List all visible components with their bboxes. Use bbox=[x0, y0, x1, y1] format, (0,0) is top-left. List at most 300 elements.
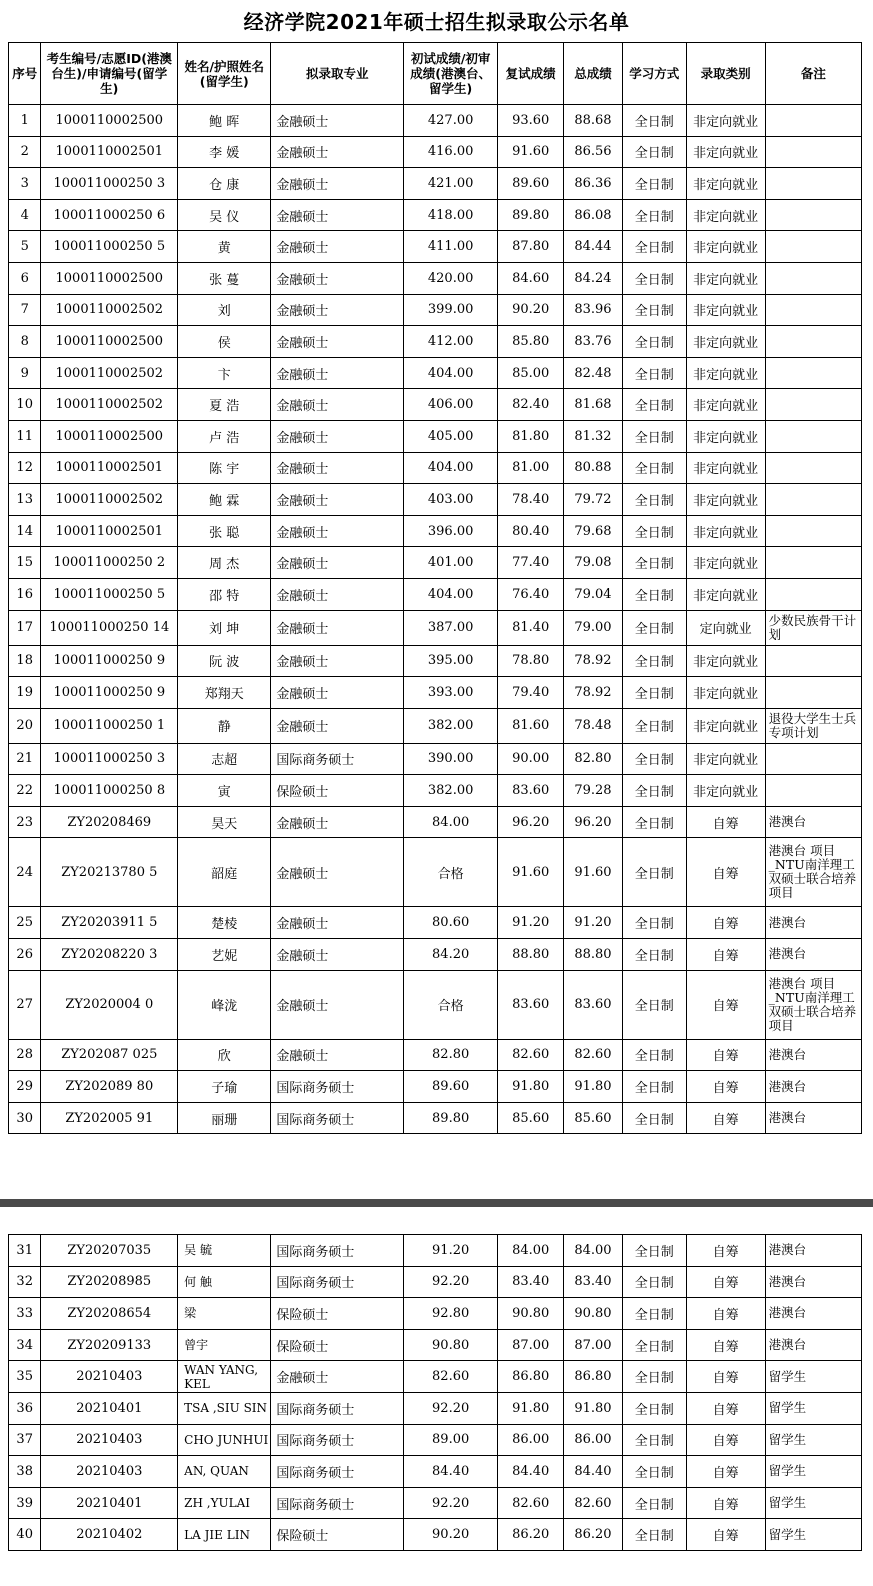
candidate-id-cell: 100011000250 6 bbox=[41, 199, 178, 231]
admission-type-cell: 自筹 bbox=[686, 1456, 765, 1488]
study-mode-cell: 全日制 bbox=[622, 708, 686, 743]
table-row bbox=[9, 1392, 862, 1424]
retest-score-cell: 76.40 bbox=[498, 578, 564, 610]
major-cell: 国际商务硕士 bbox=[271, 1424, 404, 1456]
seq-cell: 12 bbox=[9, 452, 41, 484]
retest-score-cell: 85.00 bbox=[498, 357, 564, 389]
seq-cell: 7 bbox=[9, 294, 41, 326]
header-cell: 备注 bbox=[765, 43, 861, 105]
admission-type-cell: 自筹 bbox=[686, 1071, 765, 1103]
seq-cell: 10 bbox=[9, 389, 41, 421]
admission-type-cell: 非定向就业 bbox=[686, 547, 765, 579]
name-cell: 曾宇 bbox=[178, 1329, 271, 1361]
table-row bbox=[9, 1102, 862, 1134]
total-score-cell: 82.60 bbox=[564, 1487, 623, 1519]
retest-score-cell: 83.60 bbox=[498, 970, 564, 1039]
name-cell: 卢 浩 bbox=[178, 420, 271, 452]
table-row bbox=[9, 1456, 862, 1488]
remark-cell bbox=[765, 677, 861, 709]
major-cell: 国际商务硕士 bbox=[271, 1235, 404, 1267]
seq-cell: 21 bbox=[9, 743, 41, 775]
total-score-cell: 91.20 bbox=[564, 907, 623, 939]
remark-cell bbox=[765, 389, 861, 421]
page-1 bbox=[0, 42, 873, 1199]
remark-cell: 港澳台 bbox=[765, 1329, 861, 1361]
candidate-id-cell: 1000110002501 bbox=[41, 452, 178, 484]
name-cell: 郑翔天 bbox=[178, 677, 271, 709]
seq-cell: 22 bbox=[9, 775, 41, 807]
study-mode-cell: 全日制 bbox=[622, 610, 686, 645]
initial-score-cell: 89.80 bbox=[404, 1102, 498, 1134]
retest-score-cell: 78.40 bbox=[498, 484, 564, 516]
table-row bbox=[9, 939, 862, 971]
admission-type-cell: 自筹 bbox=[686, 1329, 765, 1361]
retest-score-cell: 86.20 bbox=[498, 1519, 564, 1551]
total-score-cell: 83.60 bbox=[564, 970, 623, 1039]
admission-type-cell: 非定向就业 bbox=[686, 326, 765, 358]
study-mode-cell: 全日制 bbox=[622, 1487, 686, 1519]
major-cell: 金融硕士 bbox=[271, 389, 404, 421]
total-score-cell: 83.40 bbox=[564, 1266, 623, 1298]
total-score-cell: 91.60 bbox=[564, 838, 623, 907]
table-row bbox=[9, 1298, 862, 1330]
study-mode-cell: 全日制 bbox=[622, 838, 686, 907]
major-cell: 金融硕士 bbox=[271, 838, 404, 907]
major-cell: 金融硕士 bbox=[271, 907, 404, 939]
initial-score-cell: 404.00 bbox=[404, 357, 498, 389]
total-score-cell: 86.08 bbox=[564, 199, 623, 231]
major-cell: 金融硕士 bbox=[271, 1361, 404, 1393]
seq-cell: 20 bbox=[9, 708, 41, 743]
study-mode-cell: 全日制 bbox=[622, 1519, 686, 1551]
remark-cell bbox=[765, 294, 861, 326]
name-cell: 梁 bbox=[178, 1298, 271, 1330]
total-score-cell: 84.24 bbox=[564, 262, 623, 294]
seq-cell: 32 bbox=[9, 1266, 41, 1298]
total-score-cell: 83.96 bbox=[564, 294, 623, 326]
study-mode-cell: 全日制 bbox=[622, 1266, 686, 1298]
retest-score-cell: 91.80 bbox=[498, 1392, 564, 1424]
total-score-cell: 96.20 bbox=[564, 806, 623, 838]
study-mode-cell: 全日制 bbox=[622, 262, 686, 294]
total-score-cell: 86.36 bbox=[564, 168, 623, 200]
name-cell: 刘 坤 bbox=[178, 610, 271, 645]
retest-score-cell: 80.40 bbox=[498, 515, 564, 547]
candidate-id-cell: ZY202005 91 bbox=[41, 1102, 178, 1134]
name-cell: 丽珊 bbox=[178, 1102, 271, 1134]
table-row bbox=[9, 199, 862, 231]
retest-score-cell: 79.40 bbox=[498, 677, 564, 709]
initial-score-cell: 396.00 bbox=[404, 515, 498, 547]
major-cell: 金融硕士 bbox=[271, 708, 404, 743]
total-score-cell: 86.00 bbox=[564, 1424, 623, 1456]
candidate-id-cell: ZY202087 025 bbox=[41, 1039, 178, 1071]
total-score-cell: 78.92 bbox=[564, 645, 623, 677]
remark-cell bbox=[765, 357, 861, 389]
candidate-id-cell: 100011000250 3 bbox=[41, 743, 178, 775]
admission-type-cell: 自筹 bbox=[686, 1519, 765, 1551]
admission-type-cell: 自筹 bbox=[686, 806, 765, 838]
candidate-id-cell: 100011000250 3 bbox=[41, 168, 178, 200]
admission-type-cell: 自筹 bbox=[686, 1235, 765, 1267]
name-cell: 静 bbox=[178, 708, 271, 743]
header-cell: 初试成绩/初审成绩(港澳台、留学生) bbox=[404, 43, 498, 105]
retest-score-cell: 96.20 bbox=[498, 806, 564, 838]
header-row bbox=[9, 43, 862, 105]
candidate-id-cell: 20210403 bbox=[41, 1361, 178, 1393]
initial-score-cell: 84.20 bbox=[404, 939, 498, 971]
seq-cell: 28 bbox=[9, 1039, 41, 1071]
initial-score-cell: 82.60 bbox=[404, 1361, 498, 1393]
admission-type-cell: 自筹 bbox=[686, 1361, 765, 1393]
candidate-id-cell: 1000110002502 bbox=[41, 294, 178, 326]
remark-cell: 留学生 bbox=[765, 1361, 861, 1393]
retest-score-cell: 81.80 bbox=[498, 420, 564, 452]
major-cell: 金融硕士 bbox=[271, 645, 404, 677]
retest-score-cell: 89.60 bbox=[498, 168, 564, 200]
major-cell: 金融硕士 bbox=[271, 970, 404, 1039]
candidate-id-cell: ZY20203911 5 bbox=[41, 907, 178, 939]
page-title: 经济学院2021年硕士招生拟录取公示名单 bbox=[243, 10, 630, 34]
study-mode-cell: 全日制 bbox=[622, 1298, 686, 1330]
table-row bbox=[9, 326, 862, 358]
study-mode-cell: 全日制 bbox=[622, 168, 686, 200]
initial-score-cell: 合格 bbox=[404, 838, 498, 907]
admission-type-cell: 自筹 bbox=[686, 1266, 765, 1298]
admission-type-cell: 非定向就业 bbox=[686, 231, 765, 263]
major-cell: 金融硕士 bbox=[271, 547, 404, 579]
study-mode-cell: 全日制 bbox=[622, 1235, 686, 1267]
admission-type-cell: 自筹 bbox=[686, 1298, 765, 1330]
initial-score-cell: 91.20 bbox=[404, 1235, 498, 1267]
name-cell: 昊天 bbox=[178, 806, 271, 838]
table-row bbox=[9, 1329, 862, 1361]
remark-cell: 港澳台 bbox=[765, 1266, 861, 1298]
remark-cell: 退役大学生士兵专项计划 bbox=[765, 708, 861, 743]
remark-cell bbox=[765, 262, 861, 294]
study-mode-cell: 全日制 bbox=[622, 1039, 686, 1071]
retest-score-cell: 84.40 bbox=[498, 1456, 564, 1488]
study-mode-cell: 全日制 bbox=[622, 136, 686, 168]
admission-type-cell: 自筹 bbox=[686, 1039, 765, 1071]
retest-score-cell: 87.80 bbox=[498, 231, 564, 263]
candidate-id-cell: 1000110002500 bbox=[41, 326, 178, 358]
major-cell: 金融硕士 bbox=[271, 294, 404, 326]
initial-score-cell: 92.20 bbox=[404, 1392, 498, 1424]
study-mode-cell: 全日制 bbox=[622, 907, 686, 939]
remark-cell: 少数民族骨干计划 bbox=[765, 610, 861, 645]
major-cell: 国际商务硕士 bbox=[271, 1392, 404, 1424]
remark-cell: 港澳台 项目_NTU南洋理工双硕士联合培养项目 bbox=[765, 838, 861, 907]
admission-type-cell: 自筹 bbox=[686, 1424, 765, 1456]
major-cell: 国际商务硕士 bbox=[271, 1071, 404, 1103]
retest-score-cell: 86.00 bbox=[498, 1424, 564, 1456]
remark-cell bbox=[765, 547, 861, 579]
initial-score-cell: 412.00 bbox=[404, 326, 498, 358]
table-row bbox=[9, 105, 862, 137]
remark-cell: 留学生 bbox=[765, 1487, 861, 1519]
name-cell: 周 杰 bbox=[178, 547, 271, 579]
remark-cell bbox=[765, 645, 861, 677]
admission-type-cell: 非定向就业 bbox=[686, 708, 765, 743]
initial-score-cell: 387.00 bbox=[404, 610, 498, 645]
retest-score-cell: 91.80 bbox=[498, 1071, 564, 1103]
candidate-id-cell: 100011000250 14 bbox=[41, 610, 178, 645]
major-cell: 金融硕士 bbox=[271, 326, 404, 358]
table-row bbox=[9, 231, 862, 263]
total-score-cell: 88.80 bbox=[564, 939, 623, 971]
admission-type-cell: 非定向就业 bbox=[686, 452, 765, 484]
name-cell: 韶庭 bbox=[178, 838, 271, 907]
admission-type-cell: 非定向就业 bbox=[686, 484, 765, 516]
initial-score-cell: 399.00 bbox=[404, 294, 498, 326]
name-cell: TSA ,SIU SIN bbox=[178, 1392, 271, 1424]
total-score-cell: 86.20 bbox=[564, 1519, 623, 1551]
total-score-cell: 91.80 bbox=[564, 1071, 623, 1103]
retest-score-cell: 84.60 bbox=[498, 262, 564, 294]
admission-type-cell: 非定向就业 bbox=[686, 105, 765, 137]
major-cell: 国际商务硕士 bbox=[271, 1487, 404, 1519]
total-score-cell: 91.80 bbox=[564, 1392, 623, 1424]
remark-cell bbox=[765, 515, 861, 547]
remark-cell bbox=[765, 326, 861, 358]
study-mode-cell: 全日制 bbox=[622, 357, 686, 389]
admission-type-cell: 自筹 bbox=[686, 1487, 765, 1519]
remark-cell: 港澳台 bbox=[765, 1298, 861, 1330]
major-cell: 国际商务硕士 bbox=[271, 1456, 404, 1488]
table-row bbox=[9, 484, 862, 516]
name-cell: AN, QUAN bbox=[178, 1456, 271, 1488]
admission-type-cell: 定向就业 bbox=[686, 610, 765, 645]
name-cell: 卞 bbox=[178, 357, 271, 389]
remark-cell: 港澳台 bbox=[765, 1071, 861, 1103]
table-row bbox=[9, 907, 862, 939]
total-score-cell: 84.00 bbox=[564, 1235, 623, 1267]
study-mode-cell: 全日制 bbox=[622, 1424, 686, 1456]
major-cell: 保险硕士 bbox=[271, 1329, 404, 1361]
candidate-id-cell: 1000110002500 bbox=[41, 105, 178, 137]
retest-score-cell: 91.60 bbox=[498, 838, 564, 907]
initial-score-cell: 403.00 bbox=[404, 484, 498, 516]
name-cell: 邵 特 bbox=[178, 578, 271, 610]
study-mode-cell: 全日制 bbox=[622, 420, 686, 452]
initial-score-cell: 404.00 bbox=[404, 452, 498, 484]
candidate-id-cell: ZY20208469 bbox=[41, 806, 178, 838]
major-cell: 金融硕士 bbox=[271, 610, 404, 645]
seq-cell: 26 bbox=[9, 939, 41, 971]
retest-score-cell: 93.60 bbox=[498, 105, 564, 137]
name-cell: 阮 波 bbox=[178, 645, 271, 677]
table-row bbox=[9, 775, 862, 807]
table-row bbox=[9, 1039, 862, 1071]
total-score-cell: 81.68 bbox=[564, 389, 623, 421]
retest-score-cell: 90.20 bbox=[498, 294, 564, 326]
seq-cell: 11 bbox=[9, 420, 41, 452]
seq-cell: 27 bbox=[9, 970, 41, 1039]
major-cell: 国际商务硕士 bbox=[271, 1102, 404, 1134]
candidate-id-cell: 100011000250 9 bbox=[41, 677, 178, 709]
table-row bbox=[9, 610, 862, 645]
table-row bbox=[9, 708, 862, 743]
major-cell: 保险硕士 bbox=[271, 775, 404, 807]
seq-cell: 35 bbox=[9, 1361, 41, 1393]
total-score-cell: 78.92 bbox=[564, 677, 623, 709]
remark-cell: 留学生 bbox=[765, 1424, 861, 1456]
candidate-id-cell: 100011000250 5 bbox=[41, 231, 178, 263]
table-row bbox=[9, 1235, 862, 1267]
initial-score-cell: 390.00 bbox=[404, 743, 498, 775]
admission-type-cell: 自筹 bbox=[686, 907, 765, 939]
name-cell: 子瑜 bbox=[178, 1071, 271, 1103]
table-row bbox=[9, 806, 862, 838]
seq-cell: 15 bbox=[9, 547, 41, 579]
name-cell: LA JIE LIN bbox=[178, 1519, 271, 1551]
candidate-id-cell: 1000110002500 bbox=[41, 262, 178, 294]
retest-score-cell: 91.20 bbox=[498, 907, 564, 939]
total-score-cell: 79.68 bbox=[564, 515, 623, 547]
initial-score-cell: 404.00 bbox=[404, 578, 498, 610]
seq-cell: 40 bbox=[9, 1519, 41, 1551]
table-row bbox=[9, 389, 862, 421]
total-score-cell: 79.00 bbox=[564, 610, 623, 645]
header-cell: 复试成绩 bbox=[498, 43, 564, 105]
retest-score-cell: 91.60 bbox=[498, 136, 564, 168]
header-cell: 学习方式 bbox=[622, 43, 686, 105]
admission-table-part-1 bbox=[8, 42, 862, 1134]
initial-score-cell: 401.00 bbox=[404, 547, 498, 579]
table-row bbox=[9, 136, 862, 168]
remark-cell bbox=[765, 136, 861, 168]
name-cell: 楚棱 bbox=[178, 907, 271, 939]
candidate-id-cell: 1000110002502 bbox=[41, 484, 178, 516]
candidate-id-cell: 20210401 bbox=[41, 1487, 178, 1519]
major-cell: 金融硕士 bbox=[271, 452, 404, 484]
total-score-cell: 79.72 bbox=[564, 484, 623, 516]
candidate-id-cell: 20210403 bbox=[41, 1456, 178, 1488]
major-cell: 金融硕士 bbox=[271, 168, 404, 200]
candidate-id-cell: ZY20208985 bbox=[41, 1266, 178, 1298]
remark-cell bbox=[765, 743, 861, 775]
admission-type-cell: 非定向就业 bbox=[686, 645, 765, 677]
seq-cell: 34 bbox=[9, 1329, 41, 1361]
admission-type-cell: 自筹 bbox=[686, 1392, 765, 1424]
table-row bbox=[9, 262, 862, 294]
header-cell: 姓名/护照姓名(留学生) bbox=[178, 43, 271, 105]
study-mode-cell: 全日制 bbox=[622, 105, 686, 137]
seq-cell: 13 bbox=[9, 484, 41, 516]
candidate-id-cell: 1000110002500 bbox=[41, 420, 178, 452]
retest-score-cell: 82.40 bbox=[498, 389, 564, 421]
name-cell: 吴 毓 bbox=[178, 1235, 271, 1267]
table-row bbox=[9, 1361, 862, 1393]
initial-score-cell: 80.60 bbox=[404, 907, 498, 939]
admission-type-cell: 非定向就业 bbox=[686, 262, 765, 294]
candidate-id-cell: ZY20207035 bbox=[41, 1235, 178, 1267]
seq-cell: 24 bbox=[9, 838, 41, 907]
retest-score-cell: 89.80 bbox=[498, 199, 564, 231]
initial-score-cell: 合格 bbox=[404, 970, 498, 1039]
study-mode-cell: 全日制 bbox=[622, 806, 686, 838]
candidate-id-cell: 1000110002501 bbox=[41, 136, 178, 168]
initial-score-cell: 427.00 bbox=[404, 105, 498, 137]
table-row bbox=[9, 420, 862, 452]
admission-type-cell: 自筹 bbox=[686, 1102, 765, 1134]
study-mode-cell: 全日制 bbox=[622, 1329, 686, 1361]
initial-score-cell: 395.00 bbox=[404, 645, 498, 677]
initial-score-cell: 406.00 bbox=[404, 389, 498, 421]
seq-cell: 5 bbox=[9, 231, 41, 263]
total-score-cell: 87.00 bbox=[564, 1329, 623, 1361]
study-mode-cell: 全日制 bbox=[622, 1102, 686, 1134]
study-mode-cell: 全日制 bbox=[622, 970, 686, 1039]
table-row bbox=[9, 1071, 862, 1103]
name-cell: 黄 bbox=[178, 231, 271, 263]
remark-cell: 留学生 bbox=[765, 1519, 861, 1551]
remark-cell: 港澳台 bbox=[765, 806, 861, 838]
study-mode-cell: 全日制 bbox=[622, 231, 686, 263]
total-score-cell: 82.60 bbox=[564, 1039, 623, 1071]
seq-cell: 16 bbox=[9, 578, 41, 610]
total-score-cell: 82.48 bbox=[564, 357, 623, 389]
total-score-cell: 79.08 bbox=[564, 547, 623, 579]
total-score-cell: 84.40 bbox=[564, 1456, 623, 1488]
study-mode-cell: 全日制 bbox=[622, 389, 686, 421]
admission-type-cell: 非定向就业 bbox=[686, 578, 765, 610]
initial-score-cell: 416.00 bbox=[404, 136, 498, 168]
study-mode-cell: 全日制 bbox=[622, 1071, 686, 1103]
remark-cell bbox=[765, 578, 861, 610]
seq-cell: 8 bbox=[9, 326, 41, 358]
seq-cell: 29 bbox=[9, 1071, 41, 1103]
candidate-id-cell: 20210401 bbox=[41, 1392, 178, 1424]
table-row bbox=[9, 452, 862, 484]
seq-cell: 30 bbox=[9, 1102, 41, 1134]
initial-score-cell: 405.00 bbox=[404, 420, 498, 452]
study-mode-cell: 全日制 bbox=[622, 484, 686, 516]
table-row bbox=[9, 1519, 862, 1551]
major-cell: 保险硕士 bbox=[271, 1519, 404, 1551]
initial-score-cell: 90.80 bbox=[404, 1329, 498, 1361]
total-score-cell: 88.68 bbox=[564, 105, 623, 137]
major-cell: 金融硕士 bbox=[271, 231, 404, 263]
remark-cell: 港澳台 bbox=[765, 907, 861, 939]
retest-score-cell: 84.00 bbox=[498, 1235, 564, 1267]
table-row bbox=[9, 970, 862, 1039]
seq-cell: 31 bbox=[9, 1235, 41, 1267]
name-cell: 鲍 晖 bbox=[178, 105, 271, 137]
admission-type-cell: 非定向就业 bbox=[686, 420, 765, 452]
admission-type-cell: 非定向就业 bbox=[686, 294, 765, 326]
study-mode-cell: 全日制 bbox=[622, 294, 686, 326]
total-score-cell: 79.28 bbox=[564, 775, 623, 807]
table-row bbox=[9, 168, 862, 200]
name-cell: 刘 bbox=[178, 294, 271, 326]
retest-score-cell: 90.80 bbox=[498, 1298, 564, 1330]
major-cell: 金融硕士 bbox=[271, 939, 404, 971]
major-cell: 金融硕士 bbox=[271, 357, 404, 389]
retest-score-cell: 85.80 bbox=[498, 326, 564, 358]
header-cell: 拟录取专业 bbox=[271, 43, 404, 105]
page-separator bbox=[0, 1199, 873, 1207]
study-mode-cell: 全日制 bbox=[622, 1361, 686, 1393]
table-row bbox=[9, 1266, 862, 1298]
table-row bbox=[9, 547, 862, 579]
retest-score-cell: 81.40 bbox=[498, 610, 564, 645]
remark-cell: 港澳台 bbox=[765, 1235, 861, 1267]
initial-score-cell: 89.00 bbox=[404, 1424, 498, 1456]
total-score-cell: 80.88 bbox=[564, 452, 623, 484]
seq-cell: 19 bbox=[9, 677, 41, 709]
